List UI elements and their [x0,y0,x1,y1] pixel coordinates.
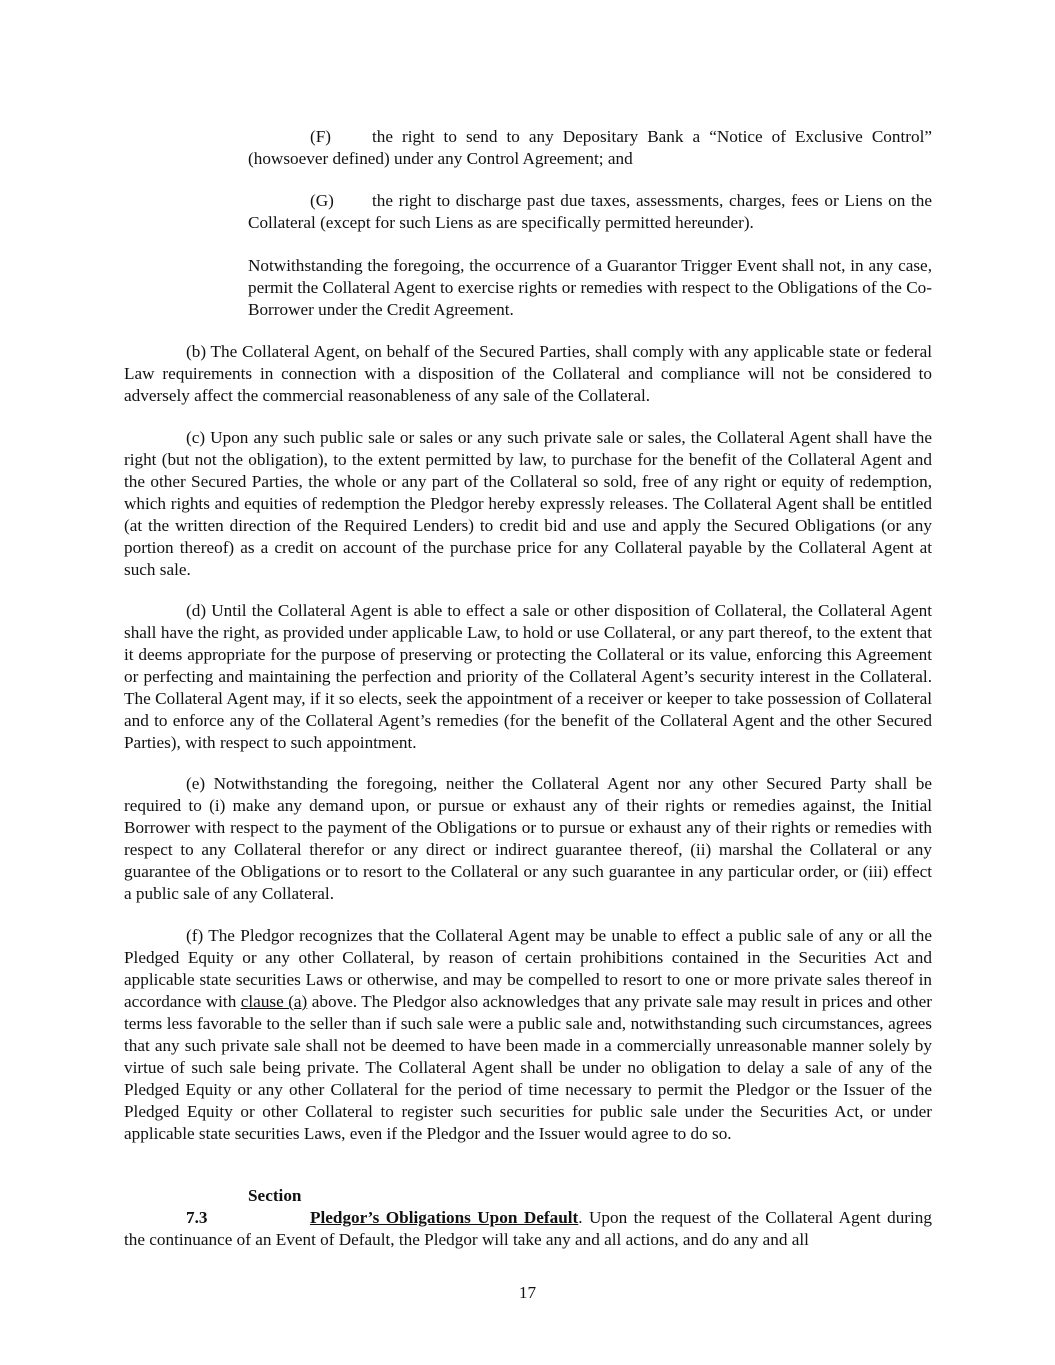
page-number: 17 [518,1283,537,1302]
section-title-period: . [578,1208,583,1227]
paragraph-f [124,925,932,1145]
item-f-tag: (F) [310,127,332,146]
paragraph-f-text-2: above. The Pledgor also acknowledges that any private sale may result in prices and other terms less favorable to the seller than if such sale were a public sale and, notwithstanding such circumstances, agrees that any such private sale shall not be deemed to have been made in a commercially unreasonable manner solely by virtue of such sale being private. The Collateral Agent shall be under no obligation to delay a sale of any of the Pledged Equity or any other Collateral for the period of time necessary to permit the Pledgor or the Issuer of the Pledged Equity or other Collateral to register such securities for public sale under the Securities Act, or under applicable state securities Laws, even if the Pledgor and the Issuer would agree to do so. [124,992,932,1143]
item-g [248,190,932,234]
paragraph-f-text-1: (f) The Pledgor recognizes that the Collateral Agent may be unable to effect a public sale of any or all the Pledged Equity or any other Collateral, by reason of certain prohibitions contained in the Securities Act and applicable state securities Laws or otherwise, and may be compelled to resort to one or more private sales thereof in accordance with [124,926,932,1011]
section-7-3-paragraph [124,1185,932,1251]
paragraph-c: (c) Upon any such public sale or sales or any such private sale or sales, the Collateral Agent shall have the right (but not the obligation), to the extent permitted by law, to purchase for the benefit of the Collateral Agent and the other Secured Parties, the whole or any part of the Collateral so sold, free of any right or equity of redemption, which rights and equities of redemption the Pledgor hereby expressly releases. The Collateral Agent shall be entitled (at the written direction of the Required Lenders) to credit bid and use and apply the Secured Obligations (or any portion thereof) as a credit on account of the purchase price for any Collateral payable by the Collateral Agent at such sale. [124,428,932,579]
notwithstanding-paragraph: Notwithstanding the foregoing, the occurrence of a Guarantor Trigger Event shall not, in any case, permit the Collateral Agent to exercise rights or remedies with respect to the Obligations of the Co-Borrower under the Credit Agreement. [248,256,932,319]
section-text: Upon the request of the Collateral Agent during the continuance of an Event of Default, the Pledgor will take any and all actions, and do any and all [124,1208,932,1249]
item-f [248,126,932,170]
item-f-text: the right to send to any Depositary Bank a “Notice of Exclusive Control” (howsoever defined) under any Control Agreement; and [248,127,932,168]
paragraph-d: (d) Until the Collateral Agent is able to effect a sale or other disposition of Collateral, the Collateral Agent shall have the right, as provided under applicable Law, to hold or use Collateral, or any part thereof, to the extent that it deems appropriate for the purpose of preserving or protecting the Collateral or its value, enforcing this Agreement or perfecting and maintaining the perfection and priority of the Collateral Agent’s security interest in the Collateral. The Collateral Agent may, if it so elects, seek the appointment of a receiver or keeper to take possession of Collateral and to enforce any of the Collateral Agent’s remedies (for the benefit of the Collateral Agent and the other Secured Parties), with respect to such appointment. [124,601,932,752]
clause-a-reference: clause (a) [240,992,308,1011]
section-number: Section 7.3 [186,1186,302,1227]
paragraph-b: (b) The Collateral Agent, on behalf of the Secured Parties, shall comply with any applicable state or federal Law requirements in connection with a disposition of the Collateral and compliance will not be considered to adversely affect the commercial reasonableness of any sale of the Collateral. [124,342,932,405]
item-g-text: the right to discharge past due taxes, assessments, charges, fees or Liens on the Collateral (except for such Liens as are specifically permitted hereunder). [248,191,932,232]
item-g-tag: (G) [310,191,334,210]
paragraph-e: (e) Notwithstanding the foregoing, neither the Collateral Agent nor any other Secured Party shall be required to (i) make any demand upon, or pursue or exhaust any of their rights or remedies against, the Initial Borrower with respect to the payment of the Obligations or to pursue or exhaust any of their rights or remedies with respect to any Collateral therefor or any direct or indirect guarantee thereof, (ii) marshal the Collateral or any guarantee of the Obligations or to resort to the Collateral or any such guarantee in any particular order, or (iii) effect a public sale of any Collateral. [124,774,932,903]
section-title: Pledgor’s Obligations Upon Default [310,1208,579,1227]
